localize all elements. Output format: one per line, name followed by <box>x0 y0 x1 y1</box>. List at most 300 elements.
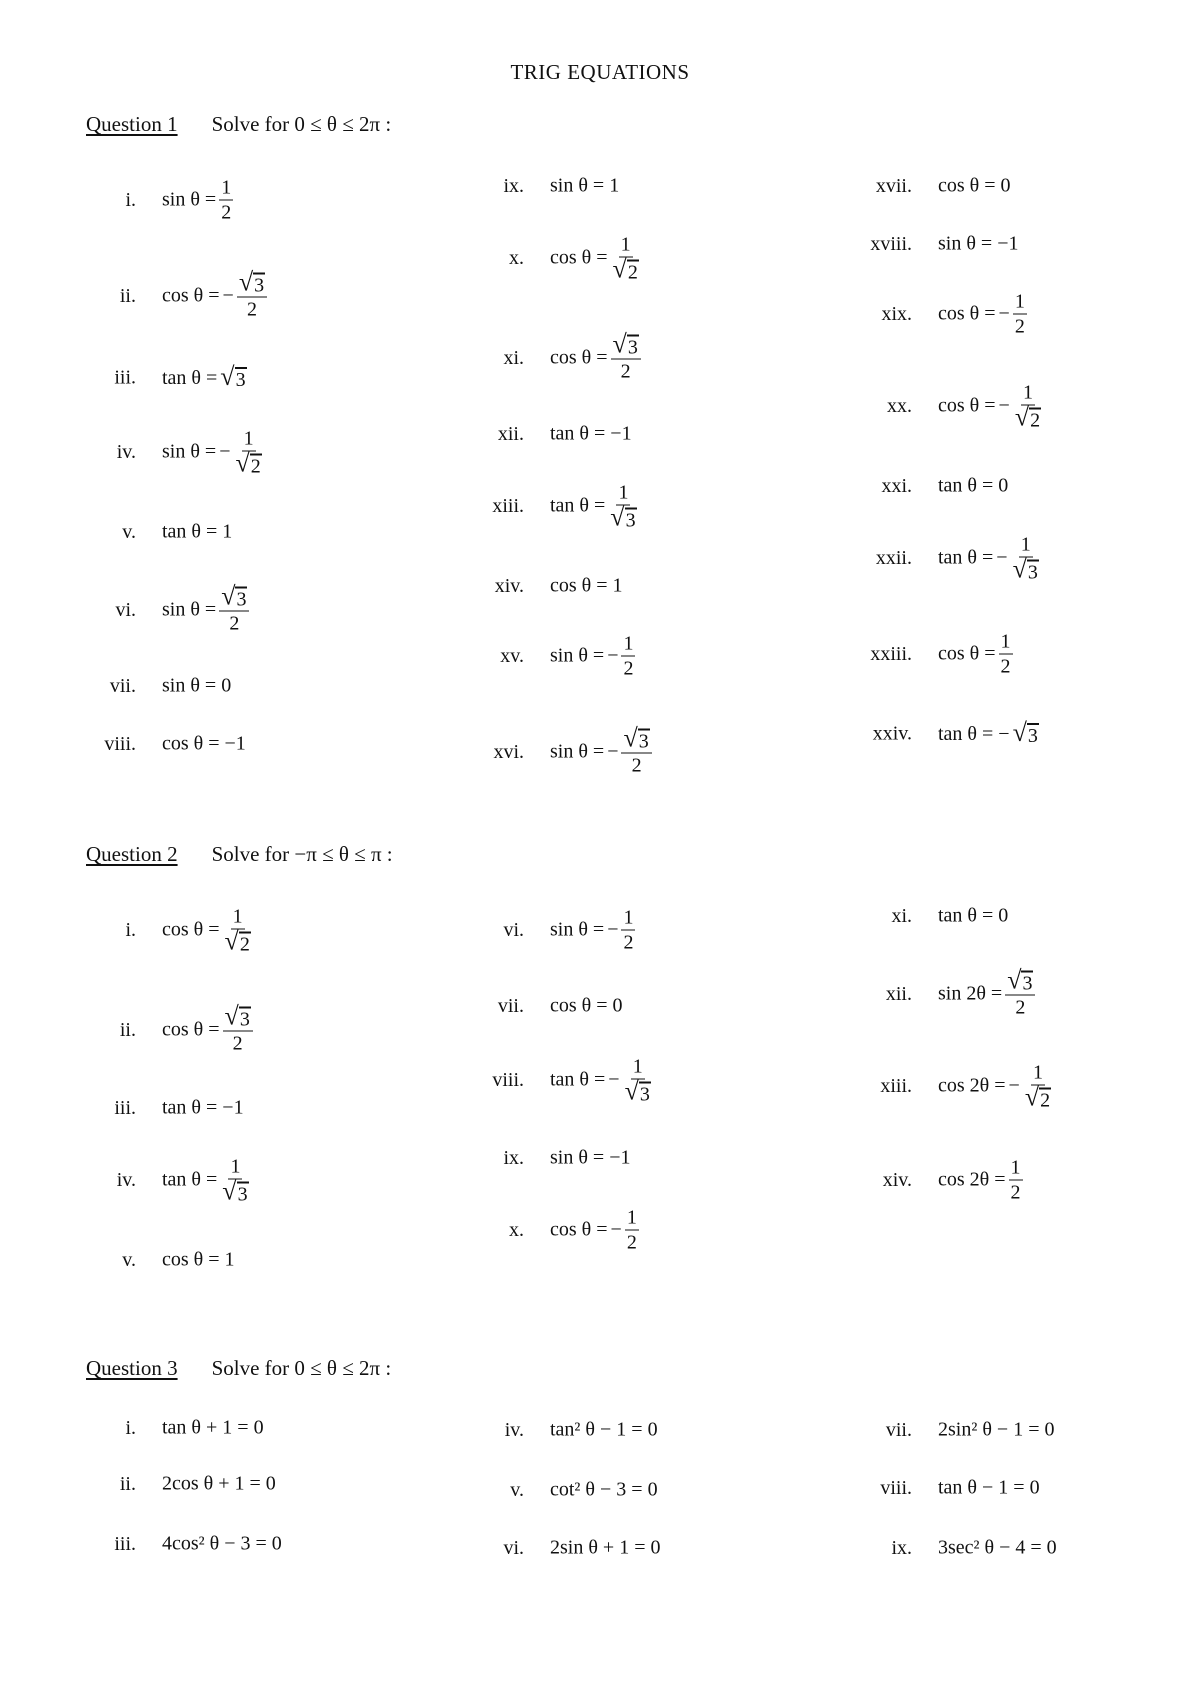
sqrt-symbol: √ <box>612 254 627 284</box>
equation-item <box>870 232 1019 256</box>
minus-sign: − <box>607 918 619 941</box>
item-number: ii. <box>119 284 136 307</box>
item-number: xiii. <box>492 494 524 517</box>
fraction-denominator: 2 <box>1040 1089 1051 1112</box>
equation-lhs: sin θ = 1 <box>550 174 620 197</box>
equation-item <box>497 422 632 446</box>
equation-lhs: tan θ = <box>550 1068 606 1091</box>
equation-item <box>882 1156 1023 1205</box>
item-number: vi. <box>503 918 524 941</box>
fraction-numerator: 1 <box>1022 381 1033 404</box>
equation <box>550 632 635 681</box>
equation-lhs: tan θ = <box>938 546 994 569</box>
fraction-denominator-box <box>220 1176 250 1206</box>
equation <box>162 675 231 698</box>
sqrt-symbol: √ <box>222 1176 237 1206</box>
equation-lhs: tan θ − 1 = 0 <box>938 1476 1040 1499</box>
equation <box>550 1147 630 1170</box>
fraction-numerator: 1 <box>632 1055 643 1078</box>
equation-lhs: cos θ = <box>550 1218 608 1241</box>
minus-sign: − <box>608 1068 620 1091</box>
equation-item <box>116 427 264 478</box>
fraction-numerator: 3 <box>254 274 265 297</box>
equation-lhs: sin θ = <box>162 598 217 621</box>
equation <box>162 176 233 225</box>
equation-item <box>114 1096 244 1120</box>
item-number: viii. <box>880 1476 912 1499</box>
question-2-heading <box>86 842 393 867</box>
equation-item <box>114 362 247 391</box>
fraction-denominator-box <box>630 754 644 778</box>
item-number: xi. <box>891 904 912 927</box>
fraction-numerator: 1 <box>243 427 254 450</box>
fraction-denominator: 3 <box>1027 561 1038 584</box>
fraction <box>223 1001 253 1056</box>
fraction <box>621 632 635 681</box>
fraction-numerator-box <box>1013 290 1027 315</box>
equation-item <box>503 1536 661 1560</box>
equation-item <box>104 732 246 756</box>
equation-item <box>497 994 623 1018</box>
question-1-heading <box>86 112 391 137</box>
sqrt-symbol: √ <box>235 448 250 478</box>
equation-item <box>885 965 1035 1020</box>
equation-item <box>509 1206 639 1255</box>
equation-item <box>492 481 639 532</box>
item-number: vii. <box>885 1418 912 1441</box>
equation-item <box>109 674 232 698</box>
fraction-denominator: 3 <box>625 509 636 532</box>
fraction-numerator: 1 <box>618 481 629 504</box>
fraction-denominator: 2 <box>1015 996 1026 1019</box>
fraction-numerator: 1 <box>1000 630 1011 653</box>
question-1-label: Question 1 <box>86 112 178 136</box>
item-number: xiii. <box>880 1074 912 1097</box>
question-3-instruction: Solve for 0 ≤ θ ≤ 2π : <box>211 1356 392 1380</box>
fraction-numerator-box <box>1009 1156 1023 1181</box>
equation <box>550 329 641 384</box>
equation-item <box>880 1061 1053 1112</box>
equation-lhs: sin 2θ = <box>938 982 1003 1005</box>
equation-lhs: tan θ = <box>162 366 218 389</box>
item-number: xiv. <box>494 574 524 597</box>
equation-item <box>510 1478 658 1502</box>
equation <box>162 733 246 756</box>
fraction <box>611 329 641 384</box>
equation-lhs: tan θ = −1 <box>550 422 632 445</box>
fraction-denominator-sqrt <box>624 1076 651 1106</box>
equation <box>550 481 639 532</box>
equation <box>162 1473 276 1496</box>
equation <box>162 1249 235 1272</box>
fraction-numerator-sqrt <box>1007 965 1033 995</box>
equation <box>938 1061 1053 1112</box>
page-title: TRIG EQUATIONS <box>510 60 690 84</box>
equation <box>550 575 623 598</box>
item-number: i. <box>125 918 136 941</box>
fraction-denominator-sqrt <box>1014 402 1041 432</box>
equation-item <box>503 329 641 384</box>
equation-lhs: sin θ = <box>162 188 217 211</box>
equation-item <box>122 1248 235 1272</box>
equation-lhs: cos θ = <box>938 642 996 665</box>
item-number: i. <box>125 188 136 211</box>
fraction-numerator: 1 <box>623 632 634 655</box>
equation-lhs: cos θ = 1 <box>550 574 623 597</box>
equation <box>162 1097 244 1120</box>
fraction-numerator: 1 <box>1010 1156 1021 1179</box>
fraction-numerator: 3 <box>1022 972 1033 995</box>
equation-item <box>115 581 249 636</box>
sqrt-symbol: √ <box>612 329 627 359</box>
equation-item <box>493 723 652 778</box>
equation-lhs: cos 2θ = <box>938 1168 1006 1191</box>
item-number: xix. <box>881 302 912 325</box>
equation-lhs: cos θ = <box>550 246 608 269</box>
item-number: xii. <box>497 422 524 445</box>
item-number: i. <box>125 1416 136 1439</box>
item-number: xviii. <box>870 232 912 255</box>
fraction-denominator-box <box>231 1032 245 1056</box>
equation-item <box>119 1472 276 1496</box>
item-number: iv. <box>504 1418 524 1441</box>
fraction-numerator-box <box>219 581 249 612</box>
item-number: ii. <box>119 1472 136 1495</box>
question-3-label: Question 3 <box>86 1356 178 1380</box>
equation-value: 3 <box>1027 725 1038 747</box>
equation <box>162 267 267 322</box>
sqrt-symbol: √ <box>224 1001 239 1031</box>
equation-lhs: 4cos² θ − 3 = 0 <box>162 1532 282 1555</box>
fraction-denominator-sqrt <box>1024 1082 1051 1112</box>
fraction <box>219 176 233 225</box>
minus-sign: − <box>607 644 619 667</box>
equation-lhs: 2sin θ + 1 = 0 <box>550 1536 661 1559</box>
fraction-numerator-box <box>999 630 1013 655</box>
sqrt-symbol: √ <box>220 362 235 391</box>
equation-item <box>494 574 623 598</box>
fraction-numerator: 3 <box>239 1008 250 1031</box>
fraction-denominator: 2 <box>232 1032 243 1055</box>
fraction-numerator-box <box>621 906 635 931</box>
equation <box>162 521 232 544</box>
equation <box>938 233 1018 256</box>
equation-lhs: tan θ = −1 <box>162 1096 244 1119</box>
fraction-numerator: 1 <box>232 905 243 928</box>
fraction-denominator-box <box>1013 315 1027 339</box>
equation <box>162 1417 264 1440</box>
item-number: ix. <box>891 1536 912 1559</box>
equation-item <box>492 1055 653 1106</box>
sqrt-symbol: √ <box>238 267 254 297</box>
fraction-denominator-box <box>999 655 1013 679</box>
fraction <box>625 1206 639 1255</box>
equation <box>938 533 1041 584</box>
equation-lhs: tan θ = − <box>938 722 1010 745</box>
fraction-denominator: 2 <box>246 298 257 321</box>
equation-item <box>872 718 1039 747</box>
item-number: xvii. <box>875 174 912 197</box>
equation-lhs: tan θ + 1 = 0 <box>162 1416 264 1439</box>
equation-lhs: sin θ = <box>550 740 605 763</box>
equation-item <box>504 1418 658 1442</box>
fraction <box>223 905 253 956</box>
equation-item <box>870 630 1013 679</box>
fraction-denominator-sqrt <box>610 502 636 532</box>
item-number: iii. <box>114 1532 136 1555</box>
item-number: ix. <box>503 1146 524 1169</box>
item-number: xiv. <box>882 1168 912 1191</box>
equation-lhs: cos θ = 1 <box>162 1248 235 1271</box>
item-number: xii. <box>885 982 912 1005</box>
equation-value: 3 <box>235 369 246 391</box>
equation <box>938 1477 1040 1500</box>
fraction-denominator-sqrt <box>1012 554 1039 584</box>
equation-lhs: tan² θ − 1 = 0 <box>550 1418 658 1441</box>
fraction <box>1013 290 1027 339</box>
fraction <box>621 723 651 778</box>
equation <box>162 905 253 956</box>
item-number: vi. <box>115 598 136 621</box>
item-number: iii. <box>114 1096 136 1119</box>
equation-item <box>875 174 1011 198</box>
minus-sign: − <box>222 284 234 307</box>
fraction-denominator-box <box>233 448 263 478</box>
fraction-numerator-sqrt <box>623 723 649 753</box>
fraction-denominator: 2 <box>626 1231 637 1254</box>
item-number: x. <box>509 1218 524 1241</box>
fraction-denominator-box <box>1023 1082 1053 1112</box>
fraction <box>1009 1156 1023 1205</box>
item-number: vi. <box>503 1536 524 1559</box>
fraction-denominator-sqrt <box>235 448 261 478</box>
item-number: iii. <box>114 366 136 389</box>
fraction <box>611 233 641 284</box>
equation-item <box>119 1001 253 1056</box>
fraction-numerator: 1 <box>623 906 634 929</box>
equation-lhs: sin θ = <box>550 918 605 941</box>
fraction-denominator: 2 <box>1010 1181 1021 1204</box>
equation <box>162 581 249 636</box>
minus-sign: − <box>998 302 1010 325</box>
fraction-denominator-box <box>621 657 635 681</box>
sqrt-symbol: √ <box>624 1076 639 1106</box>
fraction <box>621 906 635 955</box>
fraction-denominator-box <box>1011 554 1041 584</box>
equation-item <box>122 520 233 544</box>
item-number: vii. <box>109 674 136 697</box>
question-3-heading <box>86 1356 391 1381</box>
fraction-denominator: 2 <box>250 455 261 478</box>
question-2-label: Question 2 <box>86 842 178 866</box>
equation <box>938 905 1008 928</box>
fraction-denominator-sqrt <box>222 1176 248 1206</box>
fraction-numerator: 1 <box>1014 290 1025 313</box>
fraction <box>608 481 638 532</box>
equation <box>938 1537 1057 1560</box>
fraction-numerator-box <box>621 632 635 657</box>
item-number: viii. <box>104 732 136 755</box>
fraction-denominator-box <box>245 298 259 322</box>
fraction-numerator: 3 <box>638 730 649 753</box>
item-number: xxiii. <box>870 642 912 665</box>
fraction-numerator-sqrt <box>612 329 639 359</box>
equation-item <box>125 176 233 225</box>
fraction-numerator-sqrt <box>221 581 247 611</box>
item-number: vii. <box>497 994 524 1017</box>
sqrt-symbol: √ <box>1014 402 1030 432</box>
equation <box>550 1479 658 1502</box>
fraction-numerator: 1 <box>1032 1061 1043 1084</box>
fraction-numerator: 1 <box>1020 533 1031 556</box>
equation <box>550 1419 658 1442</box>
item-number: viii. <box>492 1068 524 1091</box>
fraction <box>220 1155 250 1206</box>
equation <box>938 175 1011 198</box>
fraction-numerator: 3 <box>627 336 638 359</box>
equation-item <box>885 1418 1055 1442</box>
fraction <box>219 581 249 636</box>
item-number: iv. <box>116 1168 136 1191</box>
equation-lhs: 2sin² θ − 1 = 0 <box>938 1418 1055 1441</box>
fraction-numerator-box <box>611 329 641 360</box>
equation-item <box>500 632 635 681</box>
equation <box>550 995 623 1018</box>
fraction-denominator-box <box>1013 996 1027 1020</box>
equation-lhs: 2cos θ + 1 = 0 <box>162 1472 276 1495</box>
item-number: xxii. <box>875 546 912 569</box>
fraction <box>1011 533 1041 584</box>
equation-item <box>880 1476 1040 1500</box>
equation-lhs: sin θ = 0 <box>162 674 232 697</box>
fraction-numerator-sqrt <box>238 267 265 297</box>
equation <box>550 1055 653 1106</box>
equation-lhs: cot² θ − 3 = 0 <box>550 1478 658 1501</box>
fraction-denominator-box <box>623 1076 653 1106</box>
fraction <box>1023 1061 1053 1112</box>
sqrt-symbol: √ <box>224 926 239 956</box>
equation <box>162 1533 282 1556</box>
equation <box>938 965 1035 1020</box>
fraction-denominator-sqrt <box>224 926 251 956</box>
fraction-denominator-box <box>1013 402 1043 432</box>
equation-lhs: tan θ = 0 <box>938 904 1009 927</box>
equation <box>550 1537 660 1560</box>
fraction-denominator: 2 <box>1014 315 1025 338</box>
fraction-denominator-box <box>619 360 633 384</box>
fraction-denominator: 2 <box>631 754 642 777</box>
equation-lhs: tan θ = <box>550 494 606 517</box>
fraction <box>237 267 267 322</box>
fraction <box>623 1055 653 1106</box>
sqrt-symbol: √ <box>221 581 236 611</box>
equation-item <box>891 1536 1057 1560</box>
equation-lhs: cos θ = 0 <box>550 994 623 1017</box>
item-number: iv. <box>116 440 136 463</box>
equation-lhs: cos θ = <box>162 1018 220 1041</box>
fraction <box>999 630 1013 679</box>
item-number: xx. <box>887 394 912 417</box>
fraction-numerator-box <box>1005 965 1035 996</box>
equation-lhs: cos θ = <box>550 346 608 369</box>
equation <box>550 1206 639 1255</box>
item-number: v. <box>510 1478 524 1501</box>
fraction-denominator-box <box>1009 1181 1023 1205</box>
sqrt-symbol: √ <box>1007 965 1022 995</box>
sqrt-symbol: √ <box>1012 718 1027 747</box>
question-1-instruction: Solve for 0 ≤ θ ≤ 2π : <box>211 112 392 136</box>
equation-lhs: tan θ = 0 <box>938 474 1009 497</box>
item-number: v. <box>122 1248 136 1271</box>
minus-sign: − <box>1008 1074 1020 1097</box>
fraction-numerator: 1 <box>626 1206 637 1229</box>
equation <box>162 427 264 478</box>
fraction-numerator: 1 <box>620 233 631 256</box>
equation-item <box>503 1146 631 1170</box>
sqrt-symbol: √ <box>1012 554 1027 584</box>
fraction-denominator-box <box>227 612 241 636</box>
fraction-denominator-box <box>608 502 638 532</box>
equation <box>550 175 619 198</box>
equation-lhs: sin θ = <box>550 644 605 667</box>
item-number: xxi. <box>881 474 912 497</box>
minus-sign: − <box>219 440 231 463</box>
equation-item <box>114 1532 282 1556</box>
fraction-denominator: 2 <box>239 933 250 956</box>
item-number: ii. <box>119 1018 136 1041</box>
sqrt-symbol: √ <box>610 502 625 532</box>
fraction-denominator-box <box>223 926 253 956</box>
equation-lhs: tan θ = 1 <box>162 520 233 543</box>
equation-lhs: cos θ = <box>938 302 996 325</box>
fraction-numerator: 3 <box>236 588 247 611</box>
equation <box>938 475 1008 498</box>
equation-lhs: cos θ = −1 <box>162 732 246 755</box>
equation <box>938 290 1027 339</box>
equation-lhs: sin θ = −1 <box>550 1146 631 1169</box>
fraction <box>1013 381 1043 432</box>
equation <box>162 1155 251 1206</box>
equation-item <box>116 1155 251 1206</box>
item-number: xi. <box>503 346 524 369</box>
fraction-numerator-box <box>223 1001 253 1032</box>
fraction-numerator-box <box>219 176 233 201</box>
equation-lhs: sin θ = <box>162 440 217 463</box>
fraction-denominator: 2 <box>221 201 232 224</box>
equation-lhs: cos θ = <box>162 284 220 307</box>
fraction-denominator: 2 <box>623 657 634 680</box>
fraction-numerator: 1 <box>230 1155 241 1178</box>
equation-lhs: cos θ = <box>938 394 996 417</box>
equation-item <box>125 905 253 956</box>
fraction-numerator-box <box>625 1206 639 1231</box>
equation-item <box>891 904 1009 928</box>
equation-lhs: sin θ = −1 <box>938 232 1019 255</box>
item-number: v. <box>122 520 136 543</box>
item-number: xvi. <box>493 740 524 763</box>
minus-sign: − <box>998 394 1010 417</box>
fraction-denominator: 2 <box>229 612 240 635</box>
equation-lhs: 3sec² θ − 4 = 0 <box>938 1536 1057 1559</box>
equation <box>938 1419 1054 1442</box>
equation-item <box>125 1416 264 1440</box>
item-number: xv. <box>500 644 524 667</box>
equation <box>938 381 1043 432</box>
fraction-denominator: 2 <box>1000 655 1011 678</box>
equation-lhs: cos θ = <box>162 918 220 941</box>
minus-sign: − <box>996 546 1008 569</box>
fraction-numerator: 1 <box>221 176 232 199</box>
